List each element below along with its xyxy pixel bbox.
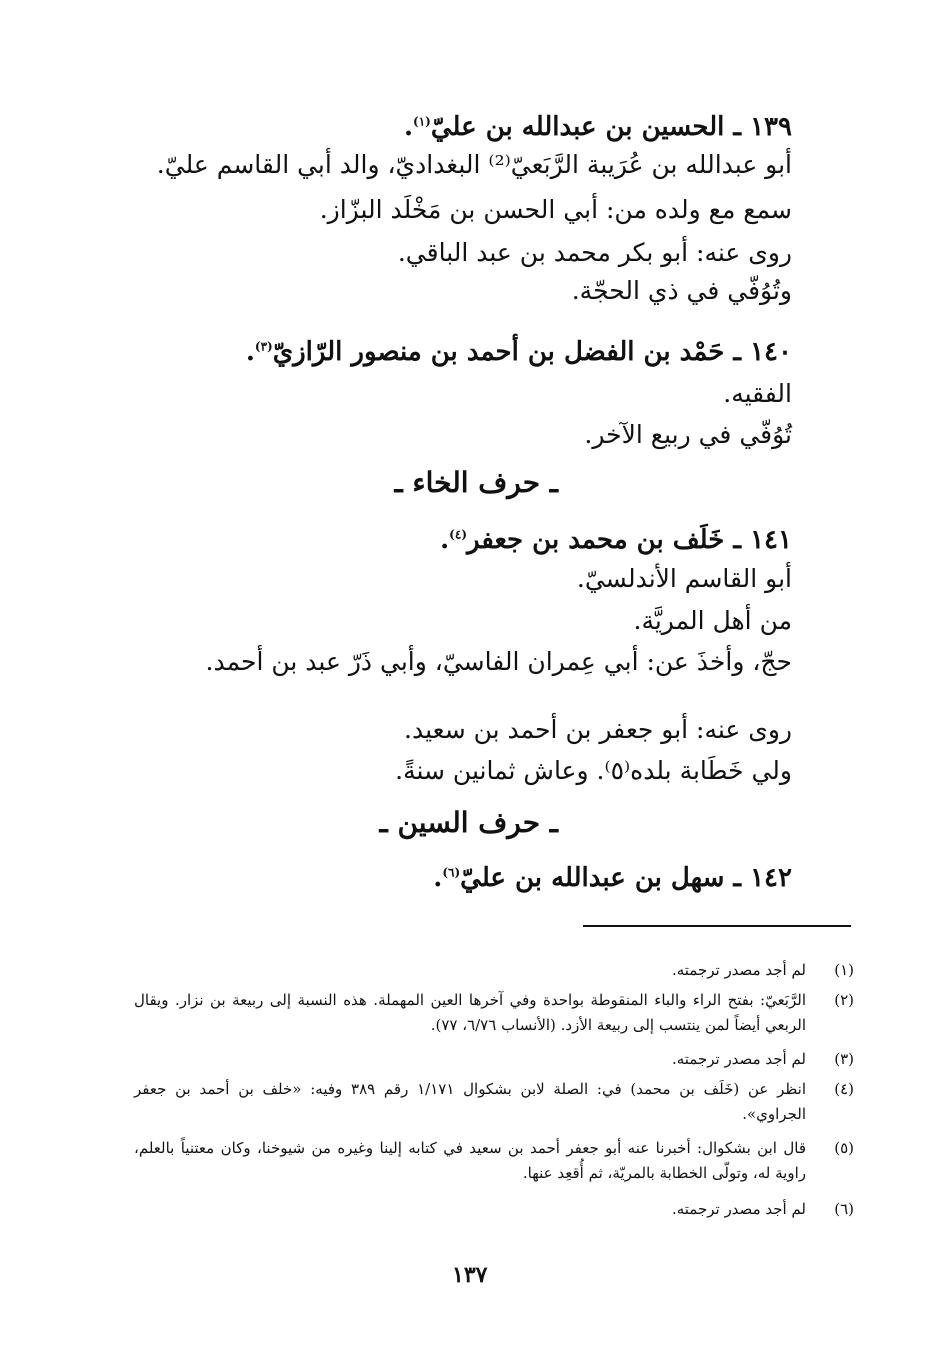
footnote [134,1136,854,1191]
footnote [134,1077,854,1132]
footnote-text: لم أجد مصدر ترجمته. [671,1050,806,1068]
footnote-text: انظر عن (خَلَف بن محمد) في: الصلة لابن بشكوال ١/١٧١ رقم ٣٨٩ وفيه: «خلف بن أحمد بن جعفر الجراوي». [134,1080,806,1123]
entry-heading: ١٤٠ ـ حَمْد بن الفضل بن أحمد بن منصور الرّازيّ$^{(٣)}$. [245,337,792,367]
footnote [134,958,854,983]
entry-line: تُوُفّي في ربيع الآخر. [584,420,792,449]
footnote [134,1047,854,1072]
entry-heading: ١٤٢ ـ سهل بن عبدالله بن عليّ$^{(٦)}$. [433,863,792,893]
entry-heading: ١٣٩ ـ الحسين بن عبدالله بن عليّ$^{(١)}$. [403,112,792,142]
section-heading: ـ حرف الخاء ـ [394,466,558,499]
entry-line: أبو القاسم الأندلسيّ. [576,564,792,593]
footnote-number: (٢) [834,991,854,1009]
entry-line: من أهل المريَّة. [633,606,792,635]
entry-line: الفقيه. [723,379,792,408]
entry-heading: ١٤١ ـ خَلَف بن محمد بن جعفر$^{(٤)}$. [440,525,792,555]
page-number: ١٣٧ [452,1262,488,1288]
footnote-text: الرَّبَعيّ: بفتح الراء والباء المنقوطة بواحدة وفي آخرها العين المهملة. هذه النسبة إلى ربيعة بن نزار. ويقال الربعي أيضاً لمن ينتسب إلى ربيعة الأزد. (الأنساب ٦/٧٦، ٧٧). [134,991,806,1034]
footnote-number: (٦) [834,1200,854,1218]
footnote-text: لم أجد مصدر ترجمته. [671,961,806,979]
entry-line: ولي خَطَابة بلده⁽٥⁾. وعاش ثمانين سنةً. [395,756,792,785]
footnote [134,1197,854,1222]
footnote [134,988,854,1043]
entry-line: وتُوُفّي في ذي الحجّة. [571,276,792,305]
footnote-divider [583,925,851,927]
footnote-number: (٥) [834,1139,854,1157]
footnote-number: (٤) [834,1080,854,1098]
entry-line: روى عنه: أبو بكر محمد بن عبد الباقي. [397,238,792,267]
entry-line: روى عنه: أبو جعفر بن أحمد بن سعيد. [404,715,792,744]
entry-line: أبو عبدالله بن عُرَيبة الرَّبَعيّ⁽²⁾ البغداديّ، والد أبي القاسم عليّ. [156,150,792,179]
entry-line: سمع مع ولده من: أبي الحسن بن مَخْلَد البزّاز. [319,195,792,224]
footnote-text: قال ابن بشكوال: أخبرنا عنه أبو جعفر أحمد بن سعيد في كتابه إلينا وغيره من شيوخنا، وكان معتنياً بالعلم، راوية له، وتولّى الخطابة بالمريّة، ثم أُقعِد عنها. [134,1139,806,1182]
footnote-text: لم أجد مصدر ترجمته. [671,1200,806,1218]
footnote-number: (١) [834,961,854,979]
footnote-number: (٣) [834,1050,854,1068]
entry-line: حجّ، وأخذَ عن: أبي عِمران الفاسيّ، وأبي ذَرّ عبد بن أحمد. [205,647,792,676]
section-heading: ـ حرف السين ـ [379,806,558,839]
